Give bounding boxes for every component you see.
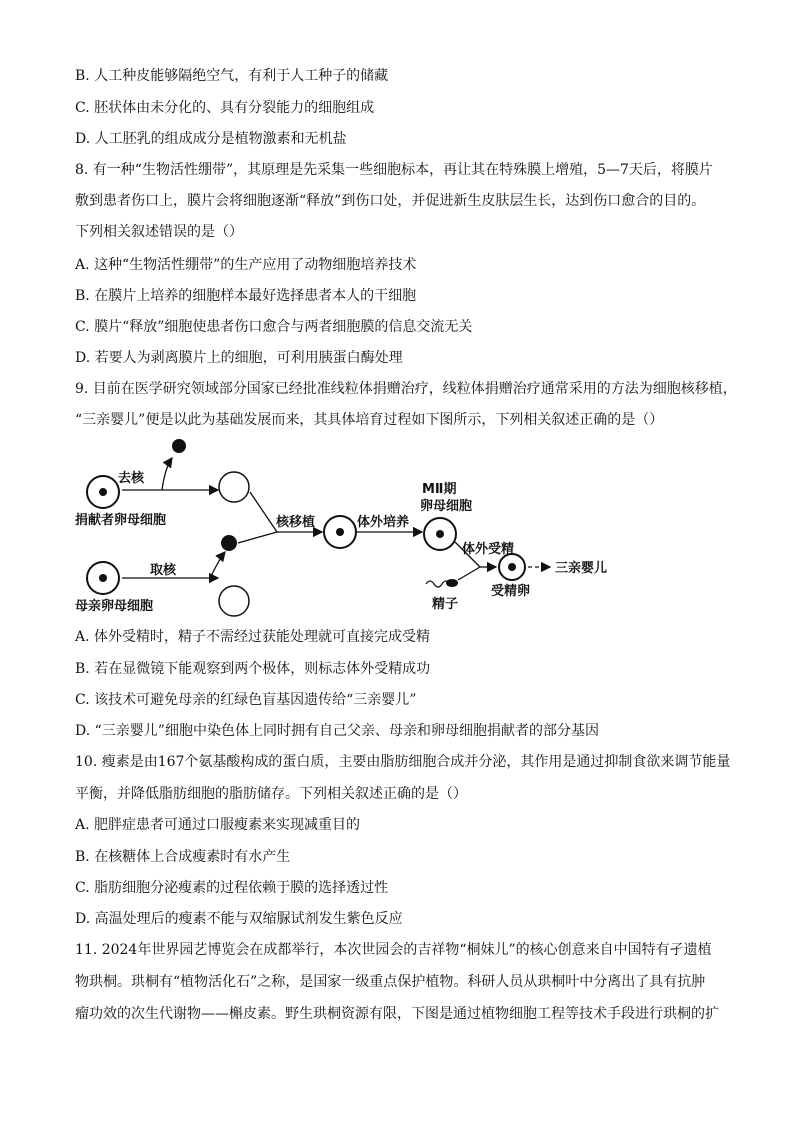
option-10d: D. 高温处理后的瘦素不能与双缩脲试剂发生紫色反应 (75, 911, 403, 927)
question-10-stem-2: 平衡，并降低脂肪细胞的脂肪储存。下列相关叙述正确的是（） (75, 786, 467, 802)
question-11-stem-3: 瘤功效的次生代谢物——槲皮素。野生珙桐资源有限，下图是通过植物细胞工程等技术手段进行珙桐的扩 (75, 1006, 719, 1022)
option-10b: B. 在核糖体上合成瘦素时有水产生 (75, 849, 291, 865)
question-11-stem-1: 11. 2024年世界园艺博览会在成都举行，本次世园会的吉祥物“桐妹儿”的核心创意来自中国特有孑遗植 (75, 942, 712, 958)
mother-oocyte-nucleus (99, 574, 107, 582)
option-7c: C. 胚状体由未分化的、具有分裂能力的细胞组成 (75, 100, 375, 116)
option-7d: D. 人工胚乳的组成成分是植物激素和无机盐 (75, 131, 347, 147)
merge-line-bottom (238, 532, 277, 543)
sperm-head (446, 579, 458, 587)
option-9d: D. “三亲婴儿”细胞中染色体上同时拥有自己父亲、母亲和卵母细胞捐献者的部分基因 (75, 723, 599, 739)
option-10a: A. 肥胖症患者可通过口服瘦素来实现减重目的 (75, 817, 361, 833)
mother-nucleus (221, 535, 237, 551)
three-parent-baby-label: 三亲婴儿 (555, 561, 608, 576)
sperm-label: 精子 (432, 597, 459, 612)
option-8c: C. 膜片“释放”细胞使患者伤口愈合与两者细胞膜的信息交流无关 (75, 319, 473, 335)
merge-line-top (250, 492, 277, 532)
option-8a: A. 这种“生物活性绷带”的生产应用了动物细胞培养技术 (75, 257, 417, 273)
option-10c: C. 脂肪细胞分泌瘦素的过程依赖于膜的选择透过性 (75, 880, 389, 896)
question-10-stem-1: 10. 瘦素是由167个氨基酸构成的蛋白质，主要由脂肪细胞合成并分泌，其作用是通过抑制食欲来调节能量 (75, 754, 731, 770)
fertilized-egg-nucleus (508, 563, 516, 571)
enucleated-mother-oocyte (219, 586, 249, 616)
fertilized-egg-label: 受精卵 (491, 584, 531, 599)
removed-nucleus-arrow (162, 458, 172, 490)
question-9-stem-1: 9. 目前在医学研究领域部分国家已经批准线粒体捐赠治疗，线粒体捐赠治疗通常采用的方法为细胞核移植， (75, 381, 737, 397)
question-8-stem-1: 8. 有一种“生物活性绷带”，其原理是先采集一些细胞标本，再让其在特殊膜上增殖，5—7天后，将膜片 (75, 162, 713, 178)
fertilize-line-bottom (458, 567, 480, 580)
option-8d: D. 若要人为剥离膜片上的细胞，可利用胰蛋白酶处理 (75, 350, 403, 366)
question-9-stem-2: “三亲婴儿”便是以此为基础发展而来，其具体培育过程如下图所示，下列相关叙述正确的是（） (75, 412, 664, 428)
mii-stage-label: MⅡ期 (422, 482, 457, 497)
extracted-nucleus-arrow (210, 552, 225, 578)
donor-oocyte-label: 捐献者卵母细胞 (75, 513, 167, 528)
reconstructed-nucleus (336, 528, 344, 536)
option-7b: B. 人工种皮能够隔绝空气，有利于人工种子的储藏 (75, 68, 389, 84)
donor-oocyte-nucleus (99, 488, 107, 496)
remove-nucleus-label: 去核 (118, 471, 145, 486)
mii-oocyte-nucleus (436, 530, 444, 538)
enucleated-donor-oocyte (219, 472, 249, 502)
three-parent-baby-diagram (70, 430, 650, 620)
option-9b: B. 若在显微镜下能观察到两个极体，则标志体外受精成功 (75, 661, 431, 677)
question-11-stem-2: 物珙桐。珙桐有“植物活化石”之称，是国家一级重点保护植物。科研人员从珙桐叶中分离出了具有抗肿 (75, 974, 706, 990)
mii-oocyte-label: 卵母细胞 (420, 499, 473, 514)
removed-donor-nucleus (172, 439, 186, 453)
question-8-stem-3: 下列相关叙述错误的是（） (75, 224, 243, 240)
take-nucleus-label: 取核 (150, 563, 177, 578)
in-vitro-fertilization-label: 体外受精 (462, 542, 515, 557)
nuclear-transfer-label: 核移植 (276, 515, 316, 530)
option-9a: A. 体外受精时，精子不需经过获能处理就可直接完成受精 (75, 629, 431, 645)
question-8-stem-2: 敷到患者伤口上，膜片会将细胞逐渐“释放”到伤口处，并促进新生皮肤层生长，达到伤口愈合的目的。 (75, 193, 706, 209)
mother-oocyte-label: 母亲卵母细胞 (75, 599, 154, 614)
in-vitro-culture-label: 体外培养 (357, 515, 410, 530)
option-8b: B. 在膜片上培养的细胞样本最好选择患者本人的干细胞 (75, 288, 417, 304)
option-9c: C. 该技术可避免母亲的红绿色盲基因遗传给“三亲婴儿” (75, 692, 417, 708)
